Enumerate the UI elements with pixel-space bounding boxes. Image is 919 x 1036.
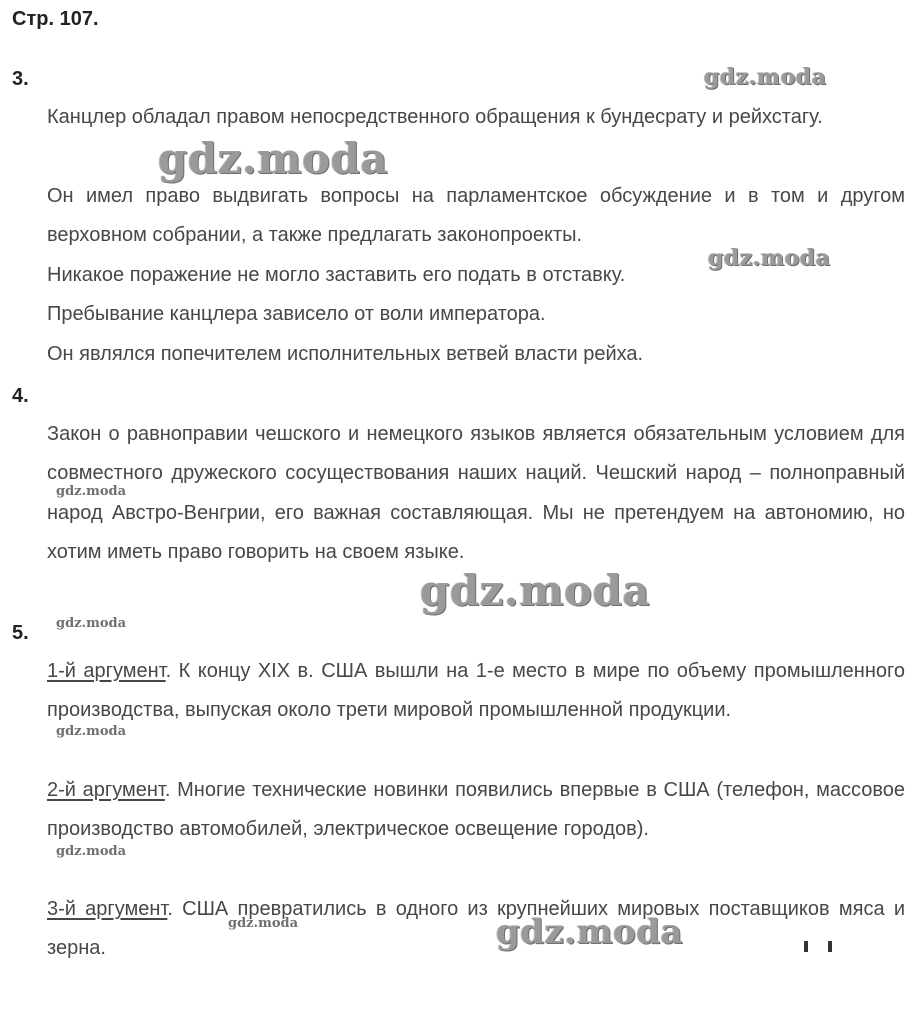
watermark-logo: gdz.moda [420, 566, 651, 615]
section-3-paragraph-5: Он являлся попечителем исполнительных ветвей власти рейха. [47, 343, 644, 365]
section-3-paragraph-3: Никакое поражение не могло заставить его подать в отставку. [47, 264, 626, 286]
argument-3-label: 3-й аргумент [47, 898, 168, 920]
section-3-paragraph-1: Канцлер обладал правом непосредственного обращения к бундесрату и рейхстагу. [47, 106, 823, 128]
page-header: Стр. 107. [12, 8, 99, 30]
watermark-logo: gdz.moda [158, 134, 389, 183]
decorative-mark [828, 941, 832, 952]
watermark-logo: gdz.moda [704, 64, 827, 90]
section-4-paragraph-1: Закон о равноправии чешского и немецкого языков является обязательным условием для совместного дружеского сосуществования наших наций. Чешский народ – полноправный народ Австро-Венгрии, его важная составляющая. Мы не претендуем на автономию, но хотим иметь право говорить на своем языке. [47, 423, 905, 563]
decorative-mark [804, 941, 808, 952]
question-number-4: 4. [12, 385, 29, 407]
argument-2-text: . Многие технические новинки появились впервые в США (телефон, массовое производство автомобилей, электрическое освещение городов). [47, 779, 905, 841]
argument-1 [47, 652, 905, 731]
argument-2 [47, 771, 905, 850]
watermark-logo: gdz.moda [56, 616, 127, 631]
watermark-logo: gdz.moda [56, 484, 127, 499]
question-number-3: 3. [12, 68, 29, 90]
argument-1-text: . К концу XIX в. США вышли на 1-е место в мире по объему промышленного производства, выпуская около трети мировой промышленной продукции. [47, 660, 905, 722]
watermark-logo: gdz.moda [708, 245, 831, 271]
section-3-paragraph-2: Он имел право выдвигать вопросы на парламентское обсуждение и в том и другом верховном собрании, а также предлагать законопроекты. [47, 185, 905, 247]
argument-3 [47, 890, 905, 969]
section-3-paragraph-4: Пребывание канцлера зависело от воли императора. [47, 303, 546, 325]
watermark-logo: gdz.moda [496, 912, 684, 952]
watermark-logo: gdz.moda [228, 916, 299, 931]
question-number-5: 5. [12, 622, 29, 644]
argument-2-label: 2-й аргумент [47, 779, 165, 801]
argument-1-label: 1-й аргумент [47, 660, 166, 682]
argument-3-text: . США превратились в одного из крупнейших мировых поставщиков мяса и зерна. [47, 898, 905, 960]
watermark-logo: gdz.moda [56, 724, 127, 739]
watermark-logo: gdz.moda [56, 844, 127, 859]
